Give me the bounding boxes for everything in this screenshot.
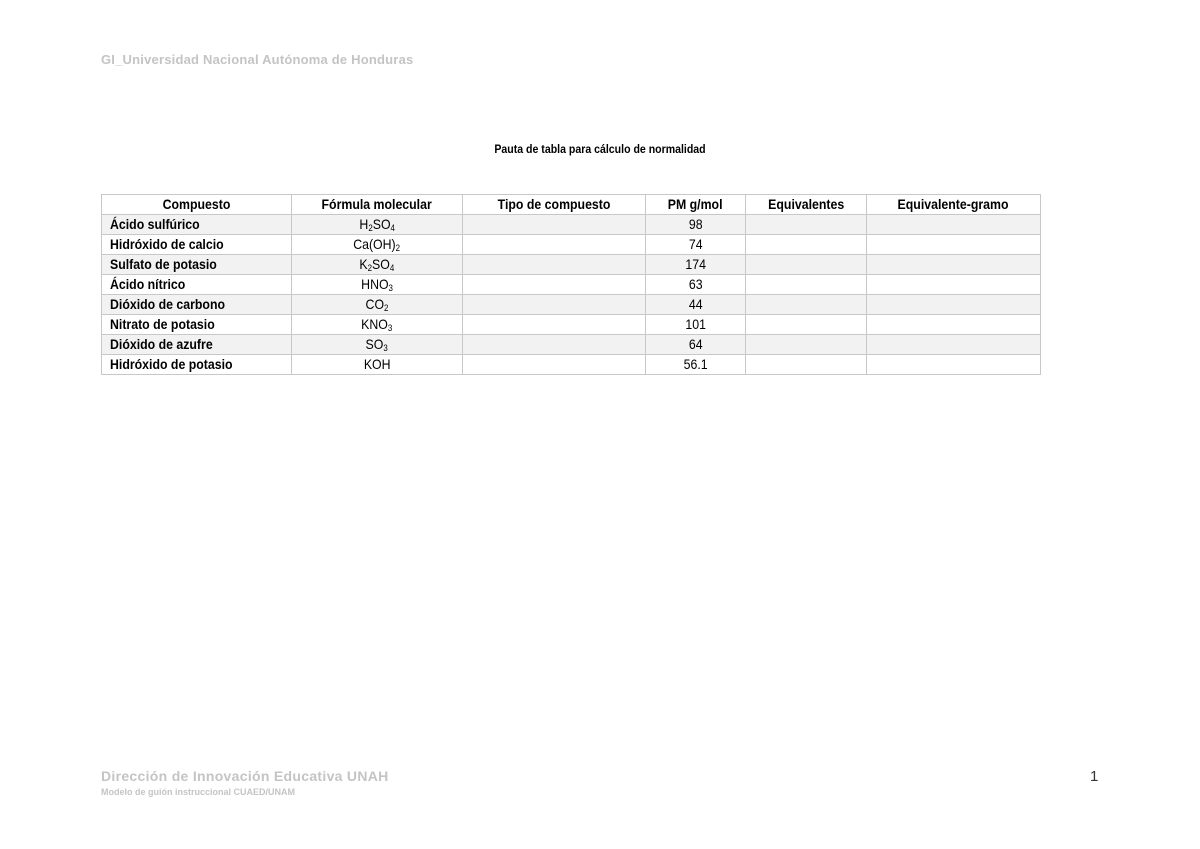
cell-pm: 56.1 [646,355,746,375]
column-header-equivalentes: Equivalentes [746,195,867,215]
table-row [102,275,1041,295]
cell-compuesto: Ácido sulfúrico [102,215,292,235]
cell-compuesto: Hidróxido de potasio [102,355,292,375]
cell-equivalente-gramo [867,315,1041,335]
cell-formula: $HNO_3$ [292,275,463,295]
cell-tipo [463,335,646,355]
table-row [102,235,1041,255]
cell-equivalente-gramo [867,335,1041,355]
cell-equivalentes [746,255,867,275]
cell-equivalentes [746,315,867,335]
cell-tipo [463,315,646,335]
document-title: Pauta de tabla para cálculo de normalidad [494,142,706,156]
cell-equivalentes [746,275,867,295]
table-row [102,355,1041,375]
cell-equivalente-gramo [867,355,1041,375]
cell-compuesto: Dióxido de carbono [102,295,292,315]
cell-tipo [463,215,646,235]
cell-tipo [463,255,646,275]
table-row [102,255,1041,275]
cell-tipo [463,235,646,255]
normality-table [101,194,1041,375]
cell-tipo [463,355,646,375]
table-body [102,215,1041,375]
cell-formula: $KNO_3$ [292,315,463,335]
table-row [102,315,1041,335]
column-header-tipo: Tipo de compuesto [463,195,646,215]
table-row [102,215,1041,235]
cell-formula: $SO_3$ [292,335,463,355]
cell-equivalentes [746,215,867,235]
cell-pm: 174 [646,255,746,275]
cell-equivalentes [746,355,867,375]
footer-model: Modelo de guión instruccional CUAED/UNAM [101,787,296,797]
cell-pm: 64 [646,335,746,355]
table-row [102,335,1041,355]
cell-equivalentes [746,235,867,255]
cell-equivalente-gramo [867,275,1041,295]
cell-tipo [463,275,646,295]
cell-formula: $K_2SO_4$ [292,255,463,275]
cell-formula: KOH [292,355,463,375]
cell-compuesto: Nitrato de potasio [102,315,292,335]
cell-equivalentes [746,335,867,355]
table-header-row [102,195,1041,215]
cell-equivalente-gramo [867,295,1041,315]
cell-pm: 63 [646,275,746,295]
cell-equivalente-gramo [867,235,1041,255]
cell-compuesto: Sulfato de potasio [102,255,292,275]
cell-equivalentes [746,295,867,315]
footer-institution: Dirección de Innovación Educativa UNAH [101,768,389,784]
cell-pm: 74 [646,235,746,255]
cell-formula: $CO_2$ [292,295,463,315]
cell-compuesto: Dióxido de azufre [102,335,292,355]
cell-formula: $H_2SO_4$ [292,215,463,235]
column-header-formula: Fórmula molecular [292,195,463,215]
cell-formula: $Ca(OH)_2$ [292,235,463,255]
cell-compuesto: Ácido nítrico [102,275,292,295]
cell-pm: 101 [646,315,746,335]
cell-equivalente-gramo [867,215,1041,235]
table-row [102,295,1041,315]
column-header-equivalente-gramo: Equivalente-gramo [867,195,1041,215]
cell-pm: 44 [646,295,746,315]
cell-pm: 98 [646,215,746,235]
cell-tipo [463,295,646,315]
cell-equivalente-gramo [867,255,1041,275]
column-header-pm: PM g/mol [646,195,746,215]
page-number: 1 [1090,768,1099,785]
page-header: GI_Universidad Nacional Autónoma de Honduras [101,52,414,67]
column-header-compuesto: Compuesto [102,195,292,215]
cell-compuesto: Hidróxido de calcio [102,235,292,255]
